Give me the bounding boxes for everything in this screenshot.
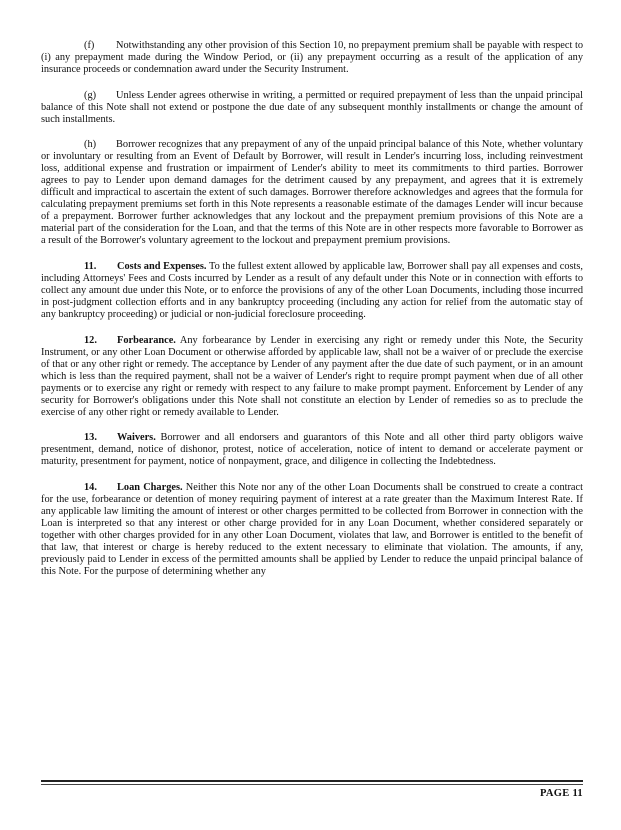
section-13	[41, 432, 583, 468]
paragraph-marker: (g)	[84, 89, 97, 101]
paragraph-text: Borrower recognizes that any prepayment of any of the unpaid principal balance of this Note, whether voluntary or involuntary or resulting from an Event of Default by Borrower, will result in Lender's incurring loss, including reinvestment loss, additional expense and frustration or impairment of Lender's ability to meet its commitments to third parties. Borrower agrees to pay to Lender upon demand damages for the detriment caused by any prepayment, and agrees that it is extremely difficult and impractical to ascertain the extent of such damages. Borrower therefore acknowledges and agrees that the formula for calculating prepayment premiums set forth in this Note represents a reasonable estimate of the damages Lender will incur because of a prepayment. Borrower further acknowledges that any lockout and the prepayment premium provisions of this Note are a material part of the consideration for the Loan, and that the terms of this Note are in other respects more favorable to Borrower as a result of the Borrower's voluntary agreement to the lockout and prepayment premium provisions.	[41, 139, 583, 247]
section-heading: Costs and Expenses.	[117, 260, 207, 272]
paragraph-g	[41, 90, 583, 126]
section-14	[41, 482, 583, 578]
section-heading: Loan Charges.	[117, 481, 183, 493]
paragraph-marker: (h)	[84, 139, 97, 151]
section-number: 13.	[84, 432, 97, 444]
paragraph-marker: (f)	[84, 40, 95, 51]
section-heading: Forbearance.	[117, 334, 176, 346]
paragraph-text: Unless Lender agrees otherwise in writing, a permitted or required prepayment of less than the unpaid principal balance of this Note shall not extend or postpone the due date of any subsequent monthly installments or change the amount of such installments.	[41, 89, 583, 125]
section-heading: Waivers.	[117, 432, 156, 444]
page-footer	[41, 780, 583, 799]
paragraph-text: Notwithstanding any other provision of this Section 10, no prepayment premium shall be payable with respect to (i) any prepayment made during the Window Period, or (ii) any prepayment occurring as a result of the application of any insurance proceeds or condemnation award under the Security Instrument.	[41, 40, 583, 76]
section-number: 12.	[84, 334, 97, 346]
section-12	[41, 335, 583, 419]
section-number: 11.	[84, 260, 97, 272]
section-text: To the fullest extent allowed by applicable law, Borrower shall pay all expenses and costs, including Attorneys' Fees and Costs incurred by Lender as a result of any default under this Note or in connection with efforts to collect any amount due under this Note, or to enforce the provisions of any of the other Loan Documents, including those incurred in post-judgment collection efforts and in any bankruptcy proceeding (including any action for relief from the automatic stay of any bankruptcy proceeding) or judicial or non-judicial foreclosure proceeding.	[41, 260, 584, 321]
page-number: PAGE 11	[539, 788, 583, 799]
section-11	[41, 261, 583, 321]
paragraph-h	[41, 139, 583, 247]
paragraph-f	[41, 40, 583, 76]
section-text: Borrower and all endorsers and guarantors of this Note and all other third party obligors waive presentment, demand, notice of dishonor, protest, notice of acceleration, notice of intent to demand or accelerate payment or maturity, presentment for payment, notice of nonpayment, grace, and diligence in collecting the Indebtedness.	[41, 432, 583, 468]
footer-rule-thin	[41, 784, 583, 785]
section-number: 14.	[84, 481, 97, 493]
section-text: Neither this Note nor any of the other Loan Documents shall be construed to create a contract for the use, forbearance or detention of money requiring payment of interest at a rate greater than the Maximum Interest Rate. If any applicable law limiting the amount of interest or other charges permitted to be collected from Borrower in connection with the Loan is interpreted so that any interest or other charge provided for in any Loan Document, whether considered separately or together with other charges provided for in any other Loan Document, violates that law, and Borrower is entitled to the benefit of that law, that interest or charge is hereby reduced to the extent necessary to eliminate that violation. The amounts, if any, previously paid to Lender in excess of the permitted amounts shall be applied by Lender to reduce the unpaid principal balance of this Note. For the purpose of determining whether any	[41, 481, 583, 578]
footer-rule-thick	[41, 780, 583, 782]
section-text: Any forbearance by Lender in exercising any right or remedy under this Note, the Security Instrument, or any other Loan Document or otherwise afforded by applicable law, shall not be a waiver of or preclude the exercise of that or any other right or remedy. The acceptance by Lender of any payment after the due date of such payment, or in an amount which is less than the required payment, shall not be a waiver of Lender's right to require prompt payment when due of all other payments or to exercise any right or remedy with respect to any failure to make prompt payment. Enforcement by Lender of any security for Borrower's obligations under this Note shall not constitute an election by Lender of remedies so as to preclude the exercise of any other right or remedy available to Lender.	[41, 334, 584, 418]
